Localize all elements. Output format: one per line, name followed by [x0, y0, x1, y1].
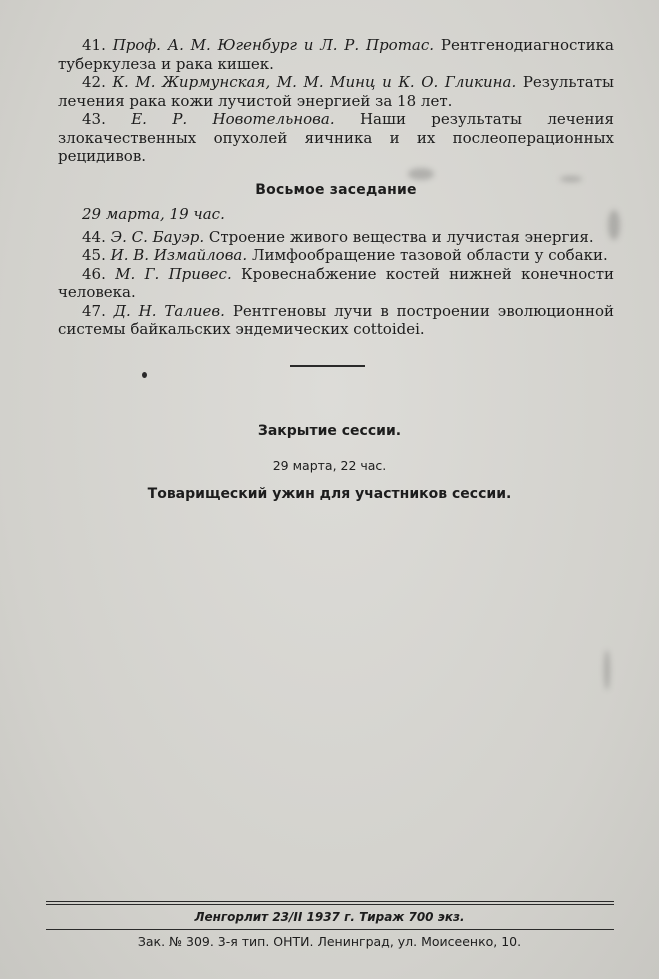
- entry-46: 46. М. Г. Привес. Кровеснабжение костей нижней конечности человека.: [58, 264, 615, 301]
- session-date: 29 марта, 19 час.: [82, 204, 225, 223]
- ink-smudge: [408, 168, 434, 180]
- entry-44: 44. Э. С. Бауэр. Строение живого вещества и лучистая энергия.: [82, 227, 594, 246]
- entry-41: 41. Проф. А. М. Югенбург и Л. Р. Протас. Рентгенодиагностика туберкулеза и рака кишек.: [58, 36, 614, 73]
- ink-smudge: [560, 176, 582, 182]
- session-title: Восьмое заседание: [255, 181, 417, 198]
- entries-block: [58, 36, 614, 339]
- closing-date: 29 марта, 22 час.: [272, 458, 387, 473]
- entries-list-bottom: [58, 228, 614, 339]
- dinner-note: Товарищеский ужин для участников сессии.: [147, 486, 512, 502]
- paper-crease-mark: [604, 650, 610, 690]
- entry-43: 43. Е. Р. Новотельнова. Наши результаты лечения злокачественных опухолей яичника и их послеоперационных рецидивов.: [58, 110, 614, 165]
- ink-smudge: [608, 210, 620, 240]
- footer-rule-top: [46, 901, 614, 902]
- section-divider: [290, 365, 365, 367]
- entries-list-top: [58, 36, 614, 166]
- footer-rule-top-inner: [46, 904, 614, 905]
- footer-print-line: Зак. № 309. 3-я тип. ОНТИ. Ленинград, ул. Моисеенко, 10.: [137, 934, 522, 949]
- entry-47: 47. Д. Н. Талиев. Рентгеновы лучи в построении эволюционной системы байкальских эндемических cottoidei.: [58, 301, 614, 338]
- entry-45: 45. И. В. Измайлова. Лимфообращение тазовой области у собаки.: [82, 246, 608, 264]
- footer-censor-line: Ленгорлит 23/II 1937 г. Тираж 700 экз.: [194, 910, 465, 924]
- closing-title: Закрытие сессии.: [257, 423, 402, 439]
- ink-spot: [142, 372, 147, 378]
- entry-42: 42. К. М. Жирмунская, М. М. Минц и К. О. Гликина. Результаты лечения рака кожи лучистой энергией за 18 лет.: [58, 73, 614, 110]
- footer-rule-middle: [46, 929, 614, 930]
